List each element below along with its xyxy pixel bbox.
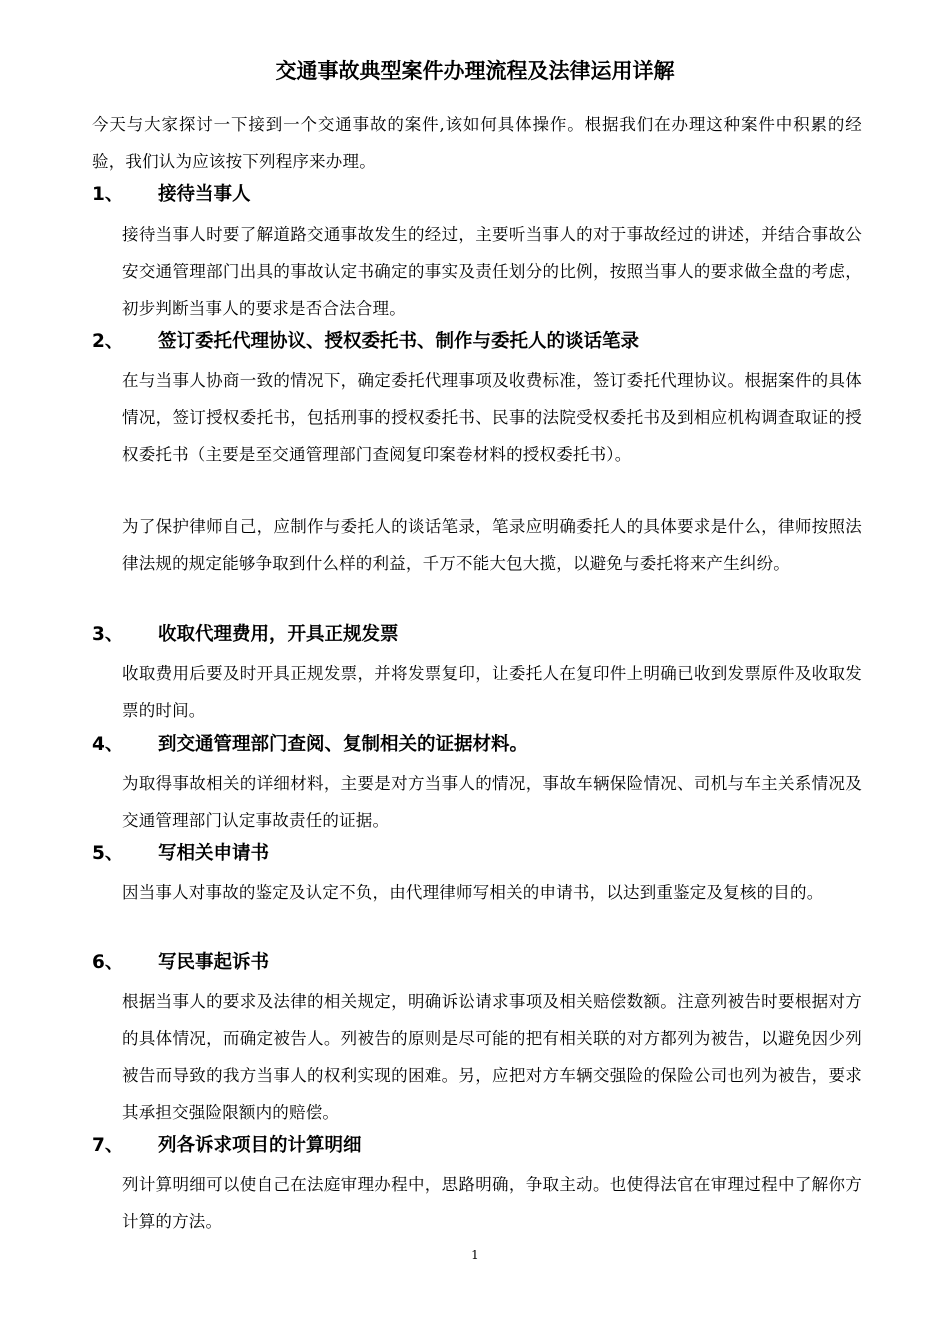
section-number: 4、	[92, 734, 124, 755]
section-heading-6	[92, 948, 269, 978]
section-title: 写民事起诉书	[158, 952, 270, 973]
section-number: 1、	[92, 184, 124, 205]
section-title: 写相关申请书	[158, 843, 270, 864]
section-heading-2	[92, 327, 639, 357]
document-title: 交通事故典型案件办理流程及法律运用详解	[275, 59, 675, 83]
section-paragraph: 根据当事人的要求及法律的相关规定，明确诉讼请求事项及相关赔偿数额。注意列被告时要根据对方的具体情况，而确定被告人。列被告的原则是尽可能的把有相关联的对方都列为被告，以避免因少列被告而导致的我方当事人的权利实现的困难。另，应把对方车辆交强险的保险公司也列为被告，要求其承担交强险限额内的赔偿。	[122, 992, 862, 1122]
section-heading-5	[92, 839, 269, 869]
section-paragraph: 因当事人对事故的鉴定及认定不负，由代理律师写相关的申请书，以达到重鉴定及复核的目的。	[122, 883, 824, 902]
section-title: 列各诉求项目的计算明细	[158, 1135, 362, 1156]
section-number: 7、	[92, 1135, 124, 1156]
section-paragraph: 列计算明细可以使自己在法庭审理办程中，思路明确，争取主动。也使得法官在审理过程中了解你方计算的方法。	[122, 1175, 862, 1231]
section-number: 5、	[92, 843, 124, 864]
section-paragraph: 为取得事故相关的详细材料，主要是对方当事人的情况，事故车辆保险情况、司机与车主关系情况及交通管理部门认定事故责任的证据。	[122, 774, 862, 830]
section-number: 2、	[92, 331, 124, 352]
section-heading-4	[92, 730, 528, 760]
section-title: 收取代理费用，开具正规发票	[158, 624, 399, 645]
section-heading-1	[92, 180, 251, 210]
section-title: 到交通管理部门查阅、复制相关的证据材料。	[158, 734, 529, 755]
section-paragraph: 在与当事人协商一致的情况下，确定委托代理事项及收费标准，签订委托代理协议。根据案件的具体情况，签订授权委托书，包括刑事的授权委托书、民事的法院受权委托书及到相应机构调查取证的授权委托书（主要是至交通管理部门查阅复印案卷材料的授权委托书）。	[122, 371, 862, 464]
section-paragraph: 为了保护律师自己，应制作与委托人的谈话笔录，笔录应明确委托人的具体要求是什么，律师按照法律法规的规定能够争取到什么样的利益，千万不能大包大揽，以避免与委托将来产生纠纷。	[122, 517, 862, 573]
section-number: 3、	[92, 624, 124, 645]
section-heading-7	[92, 1131, 362, 1161]
section-number: 6、	[92, 952, 124, 973]
page-number: 1	[471, 1248, 479, 1262]
section-heading-3	[92, 620, 399, 650]
section-title: 接待当事人	[158, 184, 251, 205]
section-title: 签订委托代理协议、授权委托书、制作与委托人的谈话笔录	[158, 331, 640, 352]
intro-paragraph: 今天与大家探讨一下接到一个交通事故的案件,该如何具体操作。根据我们在办理这种案件中积累的经验，我们认为应该按下列程序来办理。	[92, 115, 862, 171]
section-paragraph: 收取费用后要及时开具正规发票，并将发票复印，让委托人在复印件上明确已收到发票原件及收取发票的时间。	[122, 664, 862, 720]
section-paragraph: 接待当事人时要了解道路交通事故发生的经过，主要听当事人的对于事故经过的讲述，并结合事故公安交通管理部门出具的事故认定书确定的事实及责任划分的比例，按照当事人的要求做全盘的考虑，初步判断当事人的要求是否合法合理。	[122, 225, 862, 318]
